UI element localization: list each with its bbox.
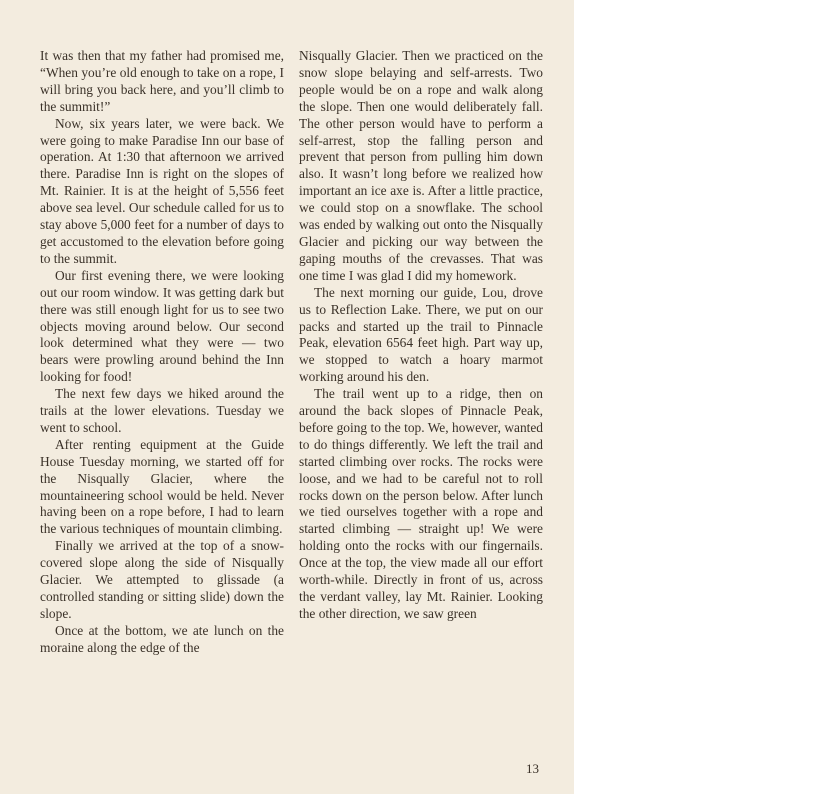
paragraph: The trail went up to a ridge, then on around the back slopes of Pinnacle Peak, before going to the top. We, however, wanted to do things differently. We left the trail and started climbing over rocks. The rocks were loose, and we had to be careful not to roll rocks down on the person below. After lunch we tied ourselves together with a rope and started climbing — straight up! We were holding onto the rocks with our fingernails. Once at the top, the view made all our effort worth-while. Directly in front of us, across the verdant valley, lay Mt. Rainier. Looking the other direction, we saw green [299,386,543,621]
paragraph: The next morning our guide, Lou, drove us to Reflection Lake. There, we put on our packs and started up the trail to Pinnacle Peak, elevation 6564 feet high. Part way up, we stopped to watch a hoary marmot working around his den. [299,284,543,385]
paragraph: Finally we arrived at the top of a snow-covered slope along the side of Nisqually Glacier. We attempted to glissade (a controlled standing or sitting slide) down the slope. [40,538,284,621]
paragraph: Our first evening there, we were looking out our room window. It was getting dark but there was still enough light for us to see two objects moving around below. Our second look determined what they were — two bears were prowling around behind the Inn looking for food! [40,267,284,385]
paragraph: Nisqually Glacier. Then we practiced on the snow slope belaying and self-arrests. Two people would be on a rope and walk along the slope. Then one would deliberately fall. The other person would have to perform a self-arrest, stop the falling person and prevent that person from pulling him down also. It wasn’t long before we realized how important an ice axe is. After a little practice, we could stop on a snowflake. The school was ended by walking out onto the Nisqually Glacier and picking our way between the gaping mouths of the crevasses. That was one time I was glad I did my homework. [299,48,543,283]
paragraph: The next few days we hiked around the trails at the lower elevations. Tuesday we went to school. [40,386,284,435]
left-column [40,48,284,657]
paragraph: It was then that my father had promised me, “When you’re old enough to take on a rope, I will bring you back here, and you’ll climb to the summit!” [40,48,284,114]
paragraph: Once at the bottom, we ate lunch on the moraine along the edge of the [40,622,284,655]
page-number: 13 [526,761,539,776]
paragraph: Now, six years later, we were back. We were going to make Paradise Inn our base of operation. At 1:30 that afternoon we arrived there. Paradise Inn is right on the slopes of Mt. Rainier. It is at the height of 5,556 feet above sea level. Our schedule called for us to stay above 5,000 feet for a number of days to get accustomed to the elevation before going to the summit. [40,115,284,266]
right-column [299,48,543,623]
paragraph: After renting equipment at the Guide House Tuesday morning, we started off for the Nisqually Glacier, where the mountaineering school would be held. Never having been on a rope before, I had to learn the various techniques of mountain climbing. [40,436,284,537]
